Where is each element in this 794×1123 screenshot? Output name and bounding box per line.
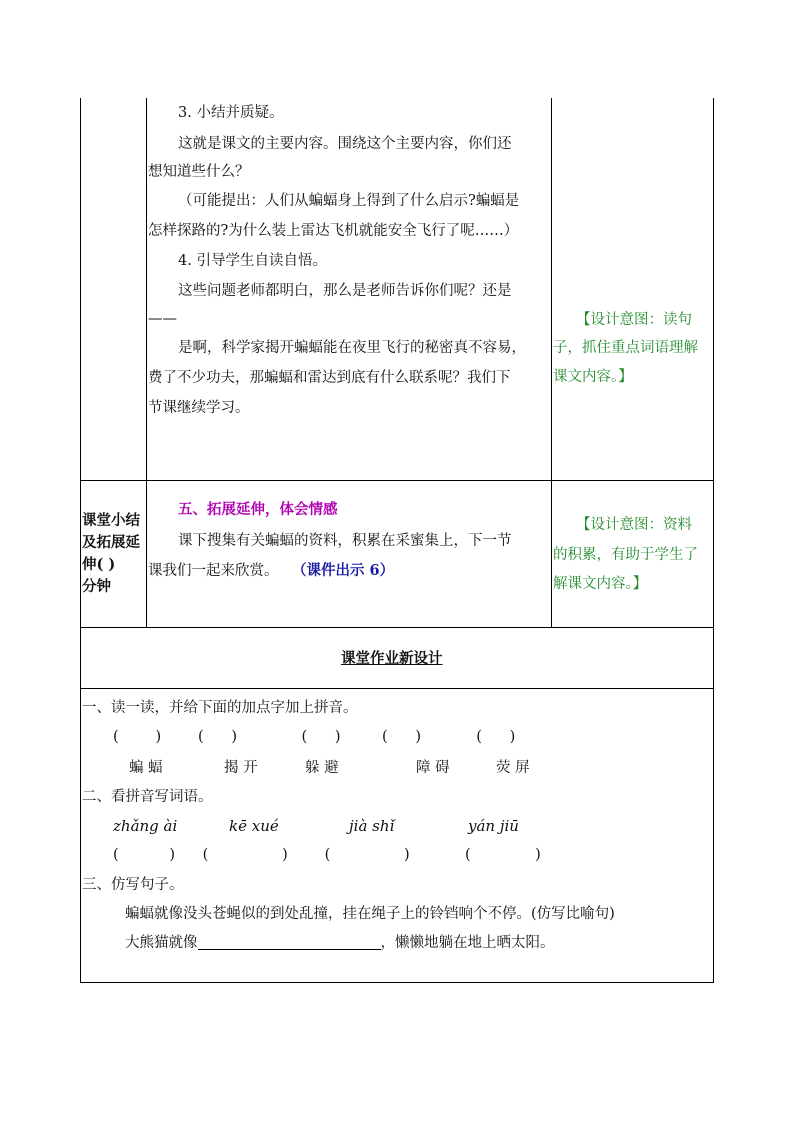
- design-intent-2-line1: 【设计意图：资料: [576, 517, 692, 533]
- q3-prompt: [125, 932, 555, 954]
- right-border-upper: [713, 98, 714, 628]
- para1-line1: 这就是课文的主要内容。围绕这个主要内容，你们还: [178, 136, 512, 152]
- q2-title: 二、看拼音写词语。: [82, 789, 213, 805]
- q1-word-5: 荧 屏: [496, 760, 530, 776]
- left-border-lower: [80, 627, 81, 983]
- q3-example: 蝙蝠就像没头苍蝇似的到处乱撞，挂在绳子上的铃铛响个不停。(仿写比喻句): [125, 906, 615, 922]
- para2-line1: （可能提出：人们从蝙蝠身上得到了什么启示?蝙蝠是: [178, 193, 520, 209]
- q2-pinyin-2: kē xué: [229, 817, 279, 835]
- extension-body-line1: 课下搜集有关蝙蝠的资料，积累在采蜜集上，下一节: [178, 533, 512, 549]
- courseware-note: （课件出示 6）: [292, 562, 395, 579]
- q1-word-2: 揭 开: [224, 760, 258, 776]
- q2-pinyin-1: zhǎng ài: [113, 817, 178, 835]
- col-divider-1: [146, 98, 147, 628]
- para4-line1: 是啊，科学家揭开蝙蝠能在夜里飞行的秘密真不容易，: [178, 340, 526, 356]
- q3-prompt-start: 大熊猫就像: [125, 935, 198, 951]
- row-divider-1: [80, 480, 714, 481]
- q1-word-3: 躲 避: [305, 760, 339, 776]
- q1-answer-blanks: ( ) ( ) ( ) ( ) ( ): [113, 729, 516, 745]
- para4-line2: 费了不少功夫，那蝙蝠和雷达到底有什么联系呢？我们下: [148, 370, 511, 386]
- para1-line2: 想知道些什么？: [148, 164, 250, 180]
- bottom-border: [80, 982, 714, 983]
- extension-body-line2: 课我们一起来欣赏。: [148, 563, 279, 579]
- q2-pinyin-3: jià shǐ: [349, 817, 395, 835]
- para3-line2: ——: [148, 311, 177, 327]
- q2-answer-blanks: ( ) ( ) ( ) ( ): [113, 847, 541, 863]
- row-divider-2: [80, 627, 714, 628]
- design-intent-2-line3: 解课文内容。】: [553, 576, 648, 592]
- step4-title: 4. 引导学生自读自悟。: [178, 253, 327, 269]
- para4-line3: 节课继续学习。: [148, 400, 250, 416]
- para3-line1: 这些问题老师都明白，那么是老师告诉你们呢？还是: [178, 283, 512, 299]
- q3-title: 三、仿写句子。: [82, 877, 184, 893]
- q3-answer-line[interactable]: [198, 933, 381, 950]
- design-intent-1-line3: 课文内容。】: [553, 369, 633, 385]
- left-border-upper: [80, 98, 81, 628]
- q1-word-1: 蝙 蝠: [129, 760, 163, 776]
- design-intent-1-line2: 子，抓住重点词语理解: [553, 340, 698, 356]
- section-label-line1: 课堂小结: [82, 512, 140, 529]
- extension-heading: 五、拓展延伸，体会情感: [178, 501, 338, 518]
- section-label-line4: 分钟: [82, 578, 111, 595]
- right-border-lower: [713, 627, 714, 983]
- q3-prompt-end: ，懒懒地躺在地上晒太阳。: [380, 935, 555, 951]
- homework-title: 课堂作业新设计: [341, 650, 443, 667]
- row-divider-3: [80, 688, 714, 689]
- q2-pinyin-4: yán jiū: [468, 817, 519, 835]
- step3-title: 3. 小结并质疑。: [178, 105, 284, 121]
- para2-line2: 怎样探路的?为什么装上雷达飞机就能安全飞行了呢……）: [148, 223, 519, 239]
- design-intent-1-line1: 【设计意图：读句: [576, 312, 692, 328]
- q1-title: 一、读一读，并给下面的加点字加上拼音。: [82, 700, 358, 716]
- design-intent-2-line2: 的积累，有助于学生了: [553, 547, 698, 563]
- col-divider-2: [551, 98, 552, 628]
- section-label-line2: 及拓展延: [82, 534, 140, 551]
- q1-word-4: 障 碍: [416, 760, 450, 776]
- section-label-line3: 伸( ): [82, 556, 116, 573]
